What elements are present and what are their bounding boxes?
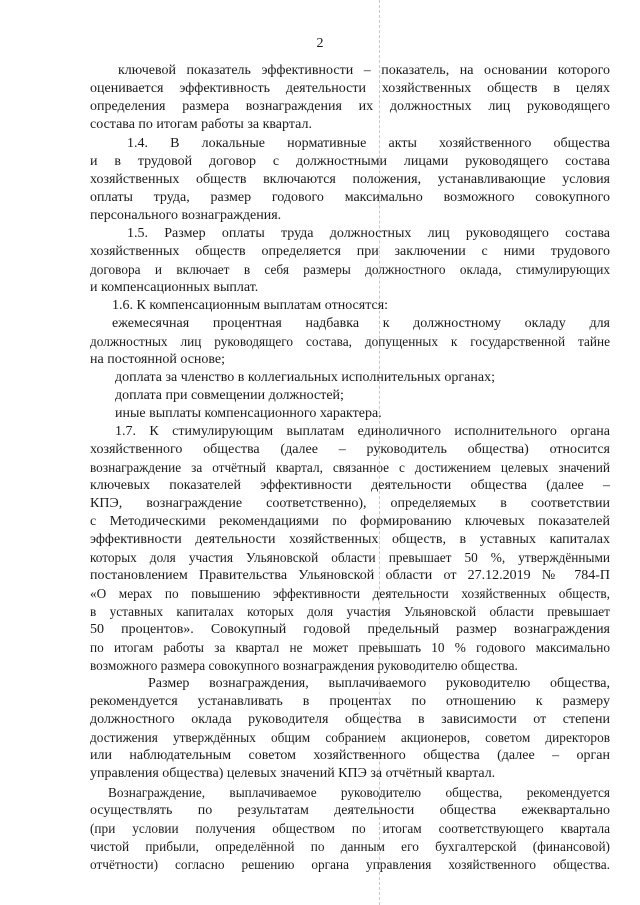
text-line: 1.6. К компенсационным выплатам относятся:: [112, 298, 389, 313]
text-line: Размер вознаграждения, выплачиваемого руководителю общества,: [148, 676, 610, 691]
text-line: и в трудовой договор с должностными лицами руководящего состава: [90, 154, 610, 169]
text-line: договора и включает в себя размеры должностного оклада, стимулирующих: [90, 262, 610, 277]
text-line: оплаты труда, размер годового максимально возможного совокупного: [90, 190, 610, 205]
text-line: персонального вознаграждения.: [90, 208, 282, 223]
text-line: рекомендуется устанавливать в процентах по отношению к размеру: [90, 694, 610, 709]
text-line: достижения утверждённых общим собранием акционеров, советом директоров: [90, 730, 610, 745]
text-line: доплата за членство в коллегиальных исполнительных органах;: [115, 370, 495, 385]
text-line: управления общества) целевых значений КПЭ за отчётный квартал.: [90, 766, 496, 781]
text-line: КПЭ, вознаграждение соответственно), определяемых в соответствии: [90, 496, 610, 511]
text-line: 1.4. В локальные нормативные акты хозяйственного общества: [127, 136, 610, 151]
text-line: ежемесячная процентная надбавка к должностному окладу для: [112, 316, 610, 331]
text-line: ключевой показатель эффективности – показатель, на основании которого: [118, 63, 610, 78]
text-line: и компенсационных выплат.: [90, 280, 259, 295]
text-line: (при условии получения обществом по итогам соответствующего квартала: [90, 821, 610, 836]
text-line: состава по итогам работы за квартал.: [90, 117, 312, 132]
text-line: отчётности) согласно решению органа управления хозяйственного общества.: [90, 857, 610, 872]
text-line: или наблюдательным советом хозяйственного общества (далее – орган: [90, 748, 610, 763]
text-line: оценивается эффективность деятельности хозяйственных обществ в целях: [90, 81, 610, 96]
text-line: доплата при совмещении должностей;: [115, 388, 344, 403]
text-line: вознаграждение за отчётный квартал, связанное с достижением целевых значений: [90, 460, 610, 475]
text-line: 50 процентов». Совокупный годовой предельный размер вознаграждения: [90, 622, 610, 637]
text-line: возможного размера совокупного вознаграждения руководителю общества.: [90, 658, 518, 673]
text-line: на постоянной основе;: [90, 352, 226, 367]
text-line: 1.7. К стимулирующим выплатам единоличного исполнительного органа: [115, 424, 610, 439]
text-line: должностного оклада руководителя общества в зависимости от степени: [90, 712, 610, 727]
text-line: хозяйственного общества (далее – руководитель общества) относится: [90, 442, 610, 457]
text-line: 1.5. Размер оплаты труда должностных лиц руководящего состава: [127, 226, 610, 241]
text-line: хозяйственных обществ включаются положения, устанавливающие условия: [90, 172, 610, 187]
text-line: которых доля участия Ульяновской области превышает 50 %, утверждёнными: [90, 550, 610, 565]
text-line: постановлением Правительства Ульяновской области от 27.12.2019 № 784-П: [90, 568, 610, 583]
text-line: осуществлять по результатам деятельности общества ежеквартально: [90, 803, 610, 818]
text-line: должностных лиц руководящего состава, допущенных к государственной тайне: [90, 334, 610, 349]
text-line: хозяйственных обществ определяется при заключении с ними трудового: [90, 244, 610, 259]
text-line: в уставных капиталах которых доля участия Ульяновской области превышает: [90, 604, 610, 619]
page-number: 2: [316, 36, 324, 51]
text-line: по итогам работы за квартал не может превышать 10 % годового максимально: [90, 640, 610, 655]
text-line: с Методическими рекомендациями по формированию ключевых показателей: [90, 514, 610, 529]
text-line: определения размера вознаграждения их должностных лиц руководящего: [90, 99, 610, 114]
text-line: чистой прибыли, определённой по данным его бухгалтерской (финансовой): [90, 839, 610, 854]
text-line: «О мерах по повышению эффективности деятельности хозяйственных обществ,: [90, 586, 610, 601]
text-line: Вознаграждение, выплачиваемое руководителю общества, рекомендуется: [108, 785, 610, 800]
text-line: ключевых показателей эффективности деятельности общества (далее –: [90, 478, 610, 493]
text-line: иные выплаты компенсационного характера.: [115, 406, 382, 421]
text-line: эффективности деятельности хозяйственных обществ, в уставных капиталах: [90, 532, 610, 547]
